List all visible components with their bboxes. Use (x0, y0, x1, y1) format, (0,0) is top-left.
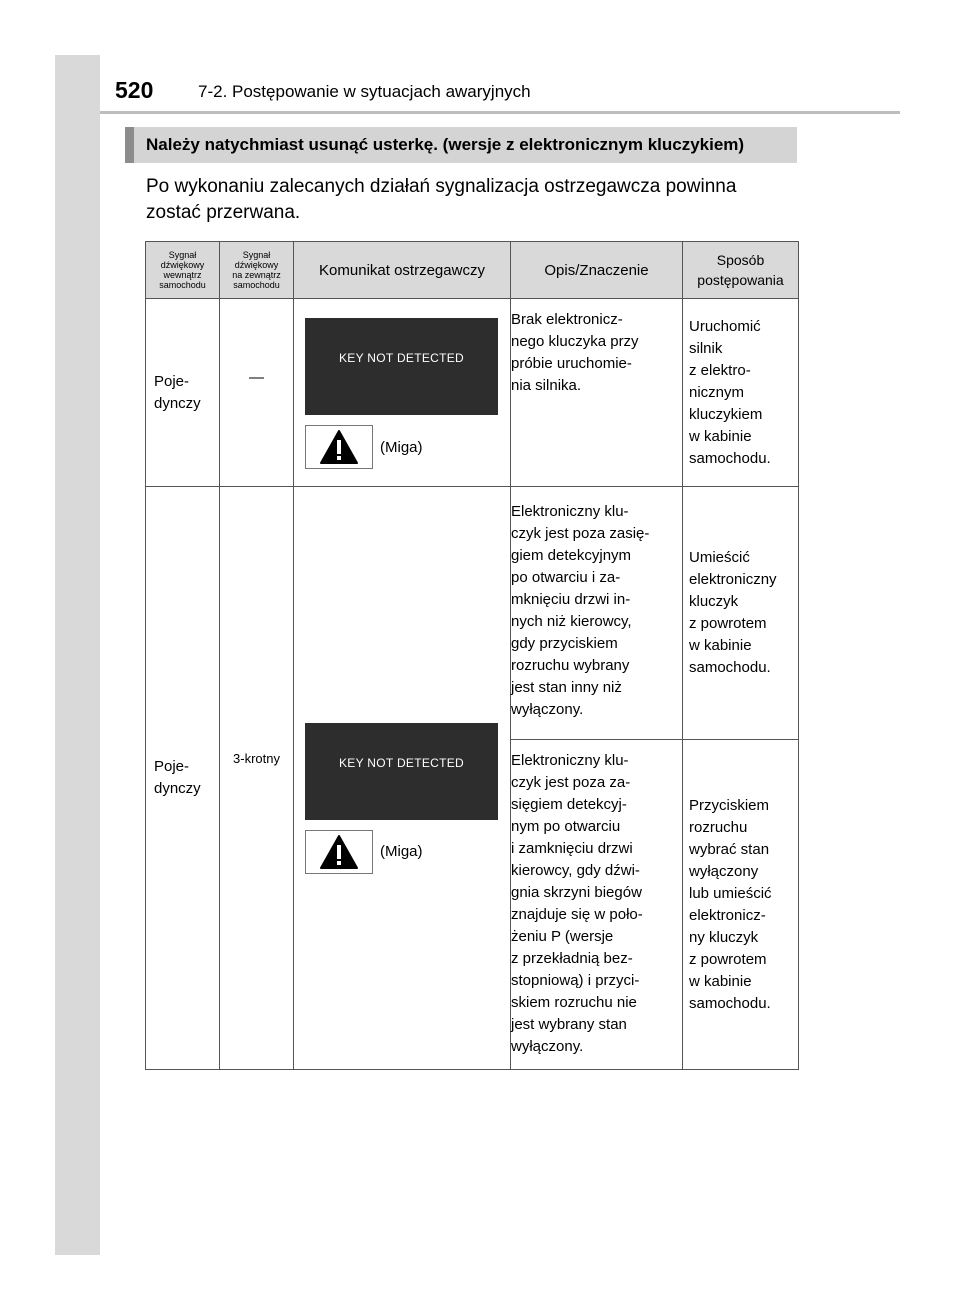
description-cell: Elektroniczny klu- czyk jest poza za- sięgiem detekcyj- nym po otwarciu i zamknięciu drzwi kierowcy, gdy dźwi- gnia skrzyni biegów znajduje się w poło- żeniu P (wersje z przekładnią bez- stopniową) i przyci- skiem rozruchu nie jest wybrany stan wyłączony. (511, 740, 683, 1070)
warning-message-cell (294, 299, 511, 487)
table-header-row (146, 242, 799, 299)
outside-sound-cell: 3-krotny (220, 487, 294, 1070)
intro-paragraph (146, 174, 806, 226)
action-cell: Przyciskiem rozruchu wybrać stan wyłączony lub umieścić elektronicz- ny kluczyk z powrotem w kabinie samochodu. (683, 740, 799, 1070)
action-cell: Uruchomić silnik z elektro- nicznym kluczykiem w kabinie samochodu. (683, 299, 799, 487)
intro-line-2: zostać przerwana. (146, 202, 301, 223)
header-warning-message: Komunikat ostrzegawczy (294, 242, 511, 299)
description-cell: Elektroniczny klu- czyk jest poza zasię- giem detekcyjnym po otwarciu i za- mknięciu drzwi in- nych niż kierowcy, gdy przyciskiem rozruchu wybrany jest stan inny niż wyłączony. (511, 487, 683, 740)
header-divider (100, 111, 900, 114)
header-description: Opis/Znaczenie (511, 242, 683, 299)
flash-label: (Miga) (380, 843, 423, 860)
display-message: KEY NOT DETECTED (338, 351, 465, 365)
warning-triangle-icon (305, 425, 373, 469)
warning-table (145, 241, 799, 1070)
multi-info-display (305, 723, 498, 820)
page-number: 520 (115, 77, 154, 103)
inside-sound-cell: Poje- dynczy (146, 299, 220, 487)
flash-label: (Miga) (380, 438, 423, 456)
intro-line-1: Po wykonaniu zalecanych działań sygnalizacja ostrzegawcza powinna (146, 176, 737, 197)
inside-sound-cell: Poje- dynczy (146, 487, 220, 1070)
page-side-strip (55, 55, 100, 1255)
table-row (146, 299, 799, 487)
action-cell: Umieścić elektroniczny kluczyk z powrotem w kabinie samochodu. (683, 487, 799, 740)
multi-info-display (305, 318, 498, 415)
section-header (125, 127, 797, 163)
warning-triangle-icon (305, 830, 373, 874)
header-action: Sposób postępowania (683, 242, 799, 299)
section-title: Należy natychmiast usunąć usterkę. (wersje z elektronicznym kluczykiem) (146, 135, 745, 154)
display-message: KEY NOT DETECTED (338, 755, 465, 770)
table-row (146, 487, 799, 740)
description-cell: Brak elektronicz- nego kluczyka przy próbie uruchomie- nia silnika. (511, 299, 683, 487)
header-outside-sound: Sygnał dźwiękowy na zewnątrz samochodu (220, 242, 294, 299)
outside-sound-cell: — (220, 299, 294, 487)
chapter-title: 7-2. Postępowanie w sytuacjach awaryjnych (198, 82, 531, 101)
header-inside-sound: Sygnał dźwiękowy wewnątrz samochodu (146, 242, 220, 299)
warning-message-cell (294, 487, 511, 1070)
